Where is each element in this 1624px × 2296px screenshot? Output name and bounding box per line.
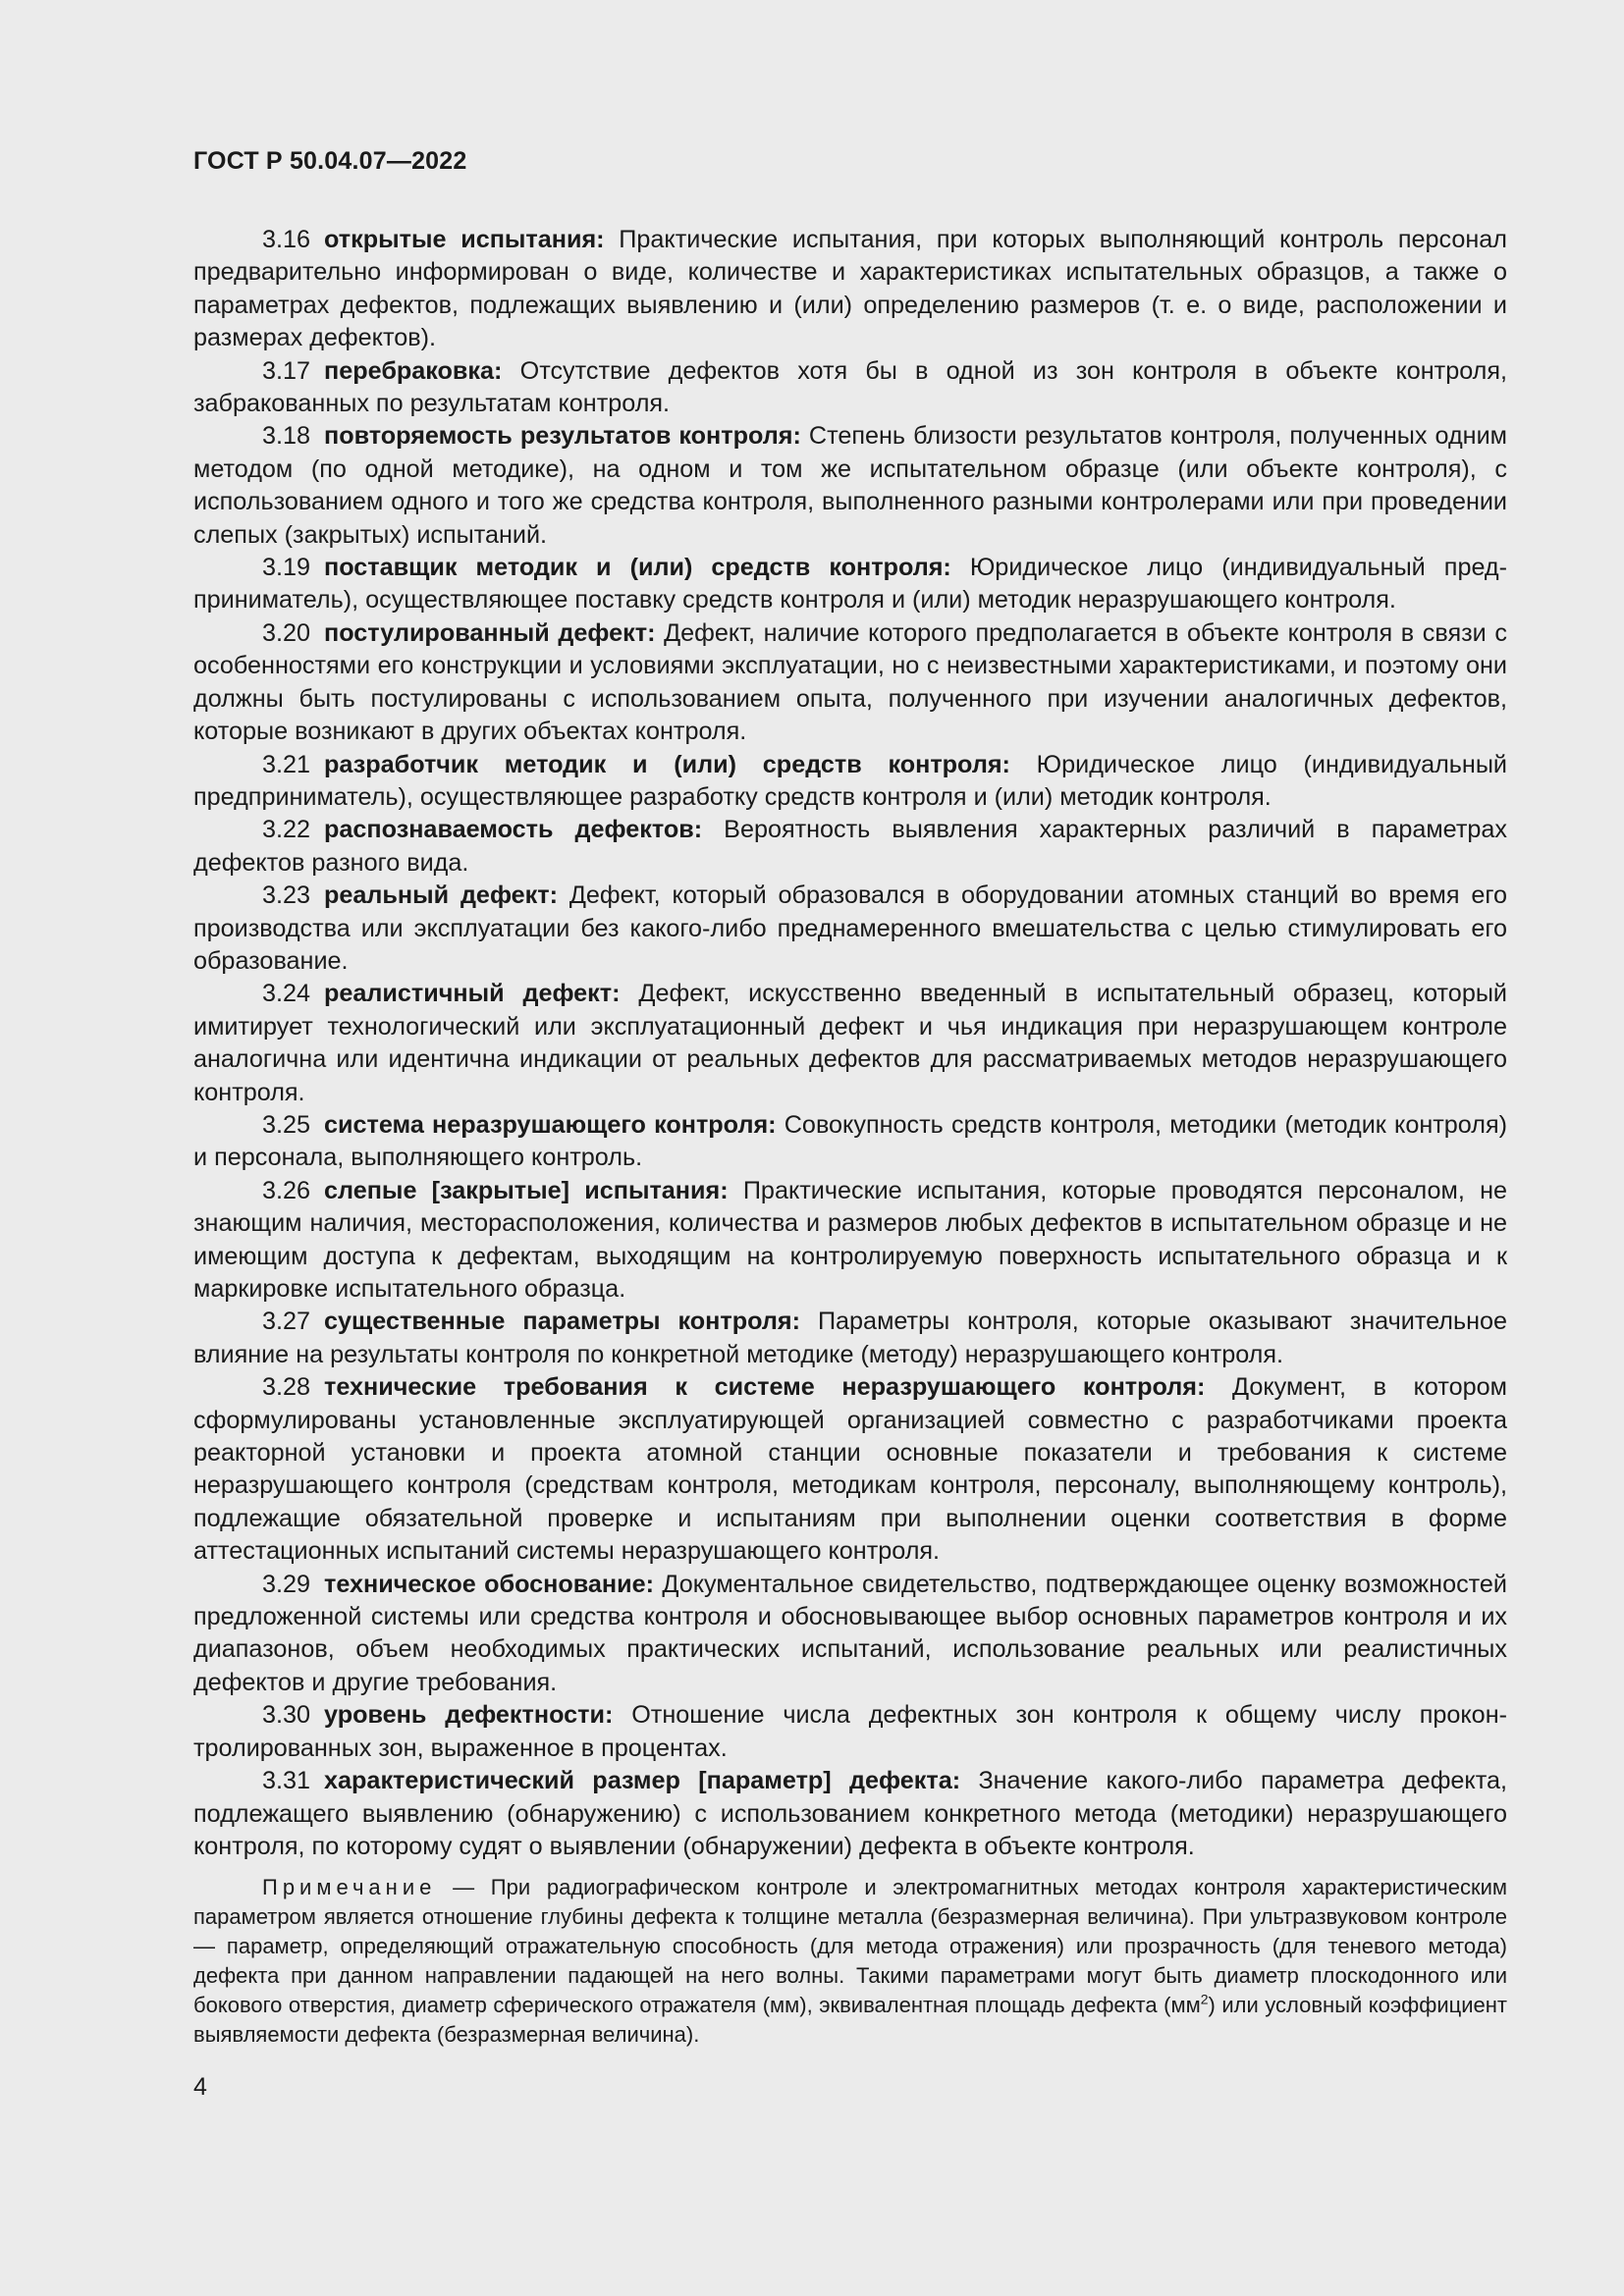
term-3-27 (193, 1306, 1507, 1371)
term-number: 3.17 (262, 356, 311, 385)
term-number: 3.29 (262, 1570, 311, 1598)
note-text-end: ) или условный коэффициент выявляемости дефекта (безразмерная величина). (193, 1993, 1507, 2048)
term-number: 3.16 (262, 226, 311, 253)
term-definition: Параметры контроля, которые оказывают значительное влияние на результаты контроля по конкретной методике (методу) неразрушающего контроля. (193, 1308, 1508, 1368)
term-definition: Степень близости результатов контроля, полученных одним методом (по одной методике), на одном и том же испытательном образце (или объекте контроля), с использованием одного и того же средства контроля, выполненного разными контролерами или при проведении слепых (закрытых) испытаний. (193, 422, 1507, 549)
term-3-24 (193, 978, 1507, 1109)
note-text: — При радиографическом контроле и электромагнитных методах контроля характеристическим параметром является отношение глубины дефекта к толщине металла (безразмерная величина). При ультразвуковом контроле — параметр, определяющий отражательную способность (для метода отражения) или прозрачность (для теневого метода) дефекта при данном направлении падающей на него волны. Такими параметрами могут быть диаметр плоскодонного или бокового отверстия, диаметр сферического отражателя (мм), эквивалентная площадь дефекта (мм (193, 1875, 1507, 2018)
term-number: 3.23 (262, 881, 311, 910)
term-name: распознаваемость дефектов: (324, 816, 703, 844)
term-name: уровень дефектности: (324, 1701, 614, 1730)
term-number: 3.24 (262, 980, 311, 1008)
term-number: 3.18 (262, 422, 311, 451)
term-3-23 (193, 880, 1507, 978)
note-superscript: 2 (1200, 1991, 1209, 2007)
term-number: 3.20 (262, 618, 311, 647)
term-definition: Дефект, наличие которого предполагается в объекте контроля в связи с особенностями его конструкции и условиями эксплуатации, но с неизвестными характеристиками, и поэтому они должны быть постулированы с использованием опыта, полученного при изучении аналогичных дефектов, которые возникают в других объектах контроля. (193, 618, 1507, 746)
term-definition: Документальное свидетельство, подтверждающее оценку возможностей предложенной системы или средства контроля и обосновывающее выбор основных параметров контроля и их диапазонов, объем необходимых практических испытаний, использование реальных или реалистичных дефектов и другие требования. (193, 1570, 1507, 1696)
term-definition: Совокупность средств контроля, методики (методик контроля) и персонала, выполняющего контроль. (193, 1110, 1507, 1172)
term-3-20 (193, 617, 1507, 749)
term-definition: Отсутствие дефектов хотя бы в одной из зон контроля в объекте контроля, забракованных по результатам контроля. (193, 356, 1507, 418)
term-definition: Юридическое лицо (индивидуальный предприниматель), осуществляющее поставку средств контроля и (или) методик неразрушающего контроля. (193, 554, 1507, 614)
document-header: ГОСТ Р 50.04.07—2022 (193, 147, 467, 175)
term-definition: Дефект, искусственно введенный в испытательный образец, который имитирует технологический или эксплуатационный дефект и чья индикация при неразрушающем контроле аналогична или идентична индикации от реальных дефектов для рассматриваемых методов неразрушающего контроля. (193, 980, 1507, 1106)
term-number: 3.26 (262, 1176, 311, 1204)
term-definition: Юридическое лицо (индивидуальный предприниматель), осуществляющее разработку средств контроля и (или) методик контроля. (193, 750, 1507, 811)
term-name: открытые испытания: (324, 226, 605, 253)
term-number: 3.30 (262, 1701, 311, 1730)
term-name: повторяемость результатов контроля: (324, 422, 801, 451)
term-3-17 (193, 355, 1507, 421)
term-definition: Документ, в котором сформулированы установленные эксплуатирующей организацией совместно с разработчиками проекта реакторной установки и проекта атомной станции основные показатели и требования к системе неразрушающего контроля (средствам контроля, методикам контроля, персоналу, выполняющему контроль), подлежащие обязательной проверке и испытаниям при выполнении оценки соответствия в форме аттестационных испытаний системы неразрушающего контроля. (193, 1373, 1507, 1566)
term-3-16 (193, 224, 1507, 355)
note-label: Примечание (262, 1875, 437, 1900)
document-body (193, 224, 1507, 2050)
term-name: характеристический размер [параметр] дефекта: (324, 1767, 961, 1795)
term-3-29 (193, 1569, 1507, 1700)
term-3-22 (193, 814, 1507, 880)
term-name: система неразрушающего контроля: (324, 1110, 777, 1139)
term-definition: Практические испытания, при которых выполняющий контроль персонал предварительно информирован о виде, количестве и характеристиках испытательных образцов, а также о параметрах дефектов, подлежащих выявлению и (или) определению размеров (т. е. о виде, расположении и размерах дефектов). (193, 226, 1508, 352)
term-definition: Практические испытания, которые проводятся персоналом, не знающим наличия, месторасположения, количества и размеров любых дефектов в испытательном образце и не имеющим доступа к дефектам, выходящим на контролируемую поверхность испытательного образца и к маркировке испытательного образца. (193, 1176, 1507, 1303)
term-definition: Значение какого-либо параметра дефекта, подлежащего выявлению (обнаружению) с использованием конкретного метода (методики) неразрушающего контроля, по которому судят о выявлении (обнаружении) дефекта в объекте контроля. (193, 1767, 1507, 1860)
term-name: перебраковка: (324, 356, 503, 385)
term-name: реалистичный дефект: (324, 980, 621, 1008)
term-name: существенные параметры контроля: (324, 1308, 800, 1336)
term-3-19 (193, 552, 1507, 617)
term-number: 3.27 (262, 1308, 311, 1336)
term-3-25 (193, 1109, 1507, 1175)
term-name: техническое обоснование: (324, 1570, 654, 1598)
term-3-26 (193, 1175, 1507, 1307)
term-name: разработчик методик и (или) средств контроля: (324, 750, 1010, 778)
term-name: реальный дефект: (324, 881, 558, 910)
term-definition: Отношение числа дефектных зон контроля к общему числу проконтролированных зон, выраженное в процентах. (193, 1701, 1507, 1762)
term-3-18 (193, 420, 1507, 552)
term-name: слепые [закрытые] испытания: (324, 1176, 729, 1204)
page-number: 4 (193, 2073, 207, 2101)
term-name: постулированный дефект: (324, 618, 656, 647)
term-number: 3.19 (262, 554, 311, 582)
term-3-21 (193, 749, 1507, 815)
term-number: 3.22 (262, 816, 311, 844)
term-name: технические требования к системе неразрушающего контроля: (324, 1373, 1206, 1402)
term-definition: Дефект, который образовался в оборудовании атомных станций во время его производства или эксплуатации без какого-либо преднамеренного вмешательства с целью стимулировать его образование. (193, 881, 1507, 975)
term-number: 3.25 (262, 1110, 311, 1139)
term-definition: Вероятность выявления характерных различий в параметрах дефектов разного вида. (193, 816, 1507, 877)
term-number: 3.28 (262, 1373, 311, 1402)
term-number: 3.21 (262, 750, 311, 778)
term-3-30 (193, 1699, 1507, 1765)
term-name: поставщик методик и (или) средств контроля: (324, 554, 951, 582)
note (193, 1873, 1507, 2050)
term-3-28 (193, 1371, 1507, 1568)
term-number: 3.31 (262, 1767, 311, 1795)
term-3-31 (193, 1765, 1507, 1863)
